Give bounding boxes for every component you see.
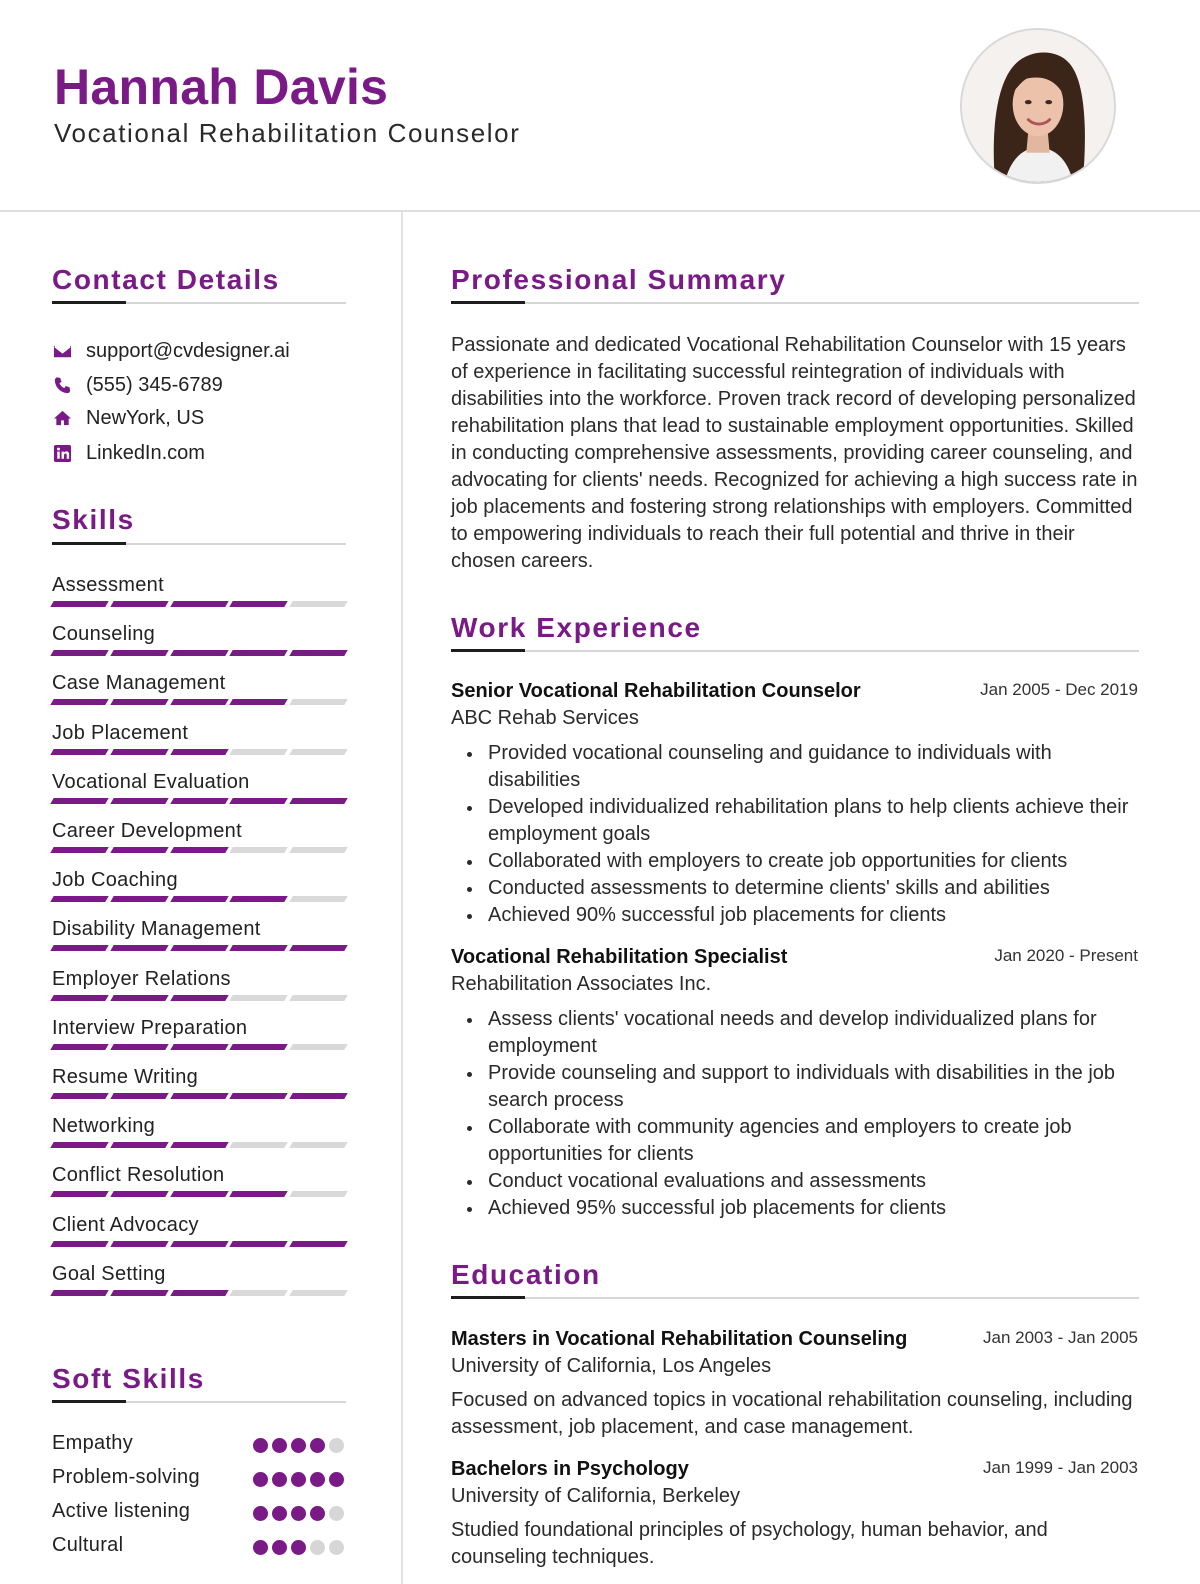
skill-level-segment xyxy=(230,995,288,1001)
education-heading-rule xyxy=(451,1297,1139,1299)
summary-text: Passionate and dedicated Vocational Rehabilitation Counselor with 15 years of experience in facilitating successful reintegration of individuals with disabilities into the workforce. Proven track record of developing personalized rehabilitation plans that lead to sustainable employment opportunities. Skilled in conducting comprehensive assessments, providing career counseling, and advocating for clients' needs. Recognized for achieving a high success rate in job placements and fostering strong relationships with employers. Committed to empowering individuals to reach their full potential and thrive in their chosen careers. xyxy=(451,334,1138,572)
job-2-title: Vocational Rehabilitation Specialist xyxy=(451,946,788,968)
candidate-job-title: Vocational Rehabilitation Counselor xyxy=(54,118,521,148)
skill-level-segment xyxy=(289,1044,347,1050)
education-1-dates: Jan 2003 - Jan 2005 xyxy=(982,1328,1138,1347)
skill-level-segment xyxy=(289,1290,347,1296)
skill-label: Case Management xyxy=(52,672,226,695)
skill-level-bar xyxy=(52,1191,346,1197)
skill-item xyxy=(52,1214,346,1260)
contact-phone-text: (555) 345-6789 xyxy=(86,373,223,396)
rating-dot xyxy=(253,1506,268,1521)
skill-item xyxy=(52,1017,346,1063)
skill-level-segment xyxy=(50,995,108,1001)
skill-item xyxy=(52,869,346,915)
skill-level-segment xyxy=(289,699,347,705)
skill-item xyxy=(52,722,346,768)
job-1-dates: Jan 2005 - Dec 2019 xyxy=(980,680,1138,699)
phone-icon xyxy=(52,375,72,395)
skill-level-segment xyxy=(110,1142,168,1148)
skill-level-bar xyxy=(52,847,346,853)
rating-dot xyxy=(272,1506,287,1521)
job-2-company: Rehabilitation Associates Inc. xyxy=(451,973,712,995)
skill-label: Client Advocacy xyxy=(52,1213,199,1236)
skill-level-segment xyxy=(110,749,168,755)
contact-location-text: NewYork, US xyxy=(86,406,205,429)
skill-level-segment xyxy=(110,995,168,1001)
skill-item xyxy=(52,623,346,669)
soft-skill-item xyxy=(52,1500,346,1528)
skill-level-bar xyxy=(52,699,346,705)
skill-level-segment xyxy=(170,749,228,755)
skill-level-segment xyxy=(289,798,347,804)
education-1-degree: Masters in Vocational Rehabilitation Counseling xyxy=(451,1328,908,1350)
skill-level-segment xyxy=(110,1191,168,1197)
skill-level-bar xyxy=(52,798,346,804)
contact-email-text: support@cvdesigner.ai xyxy=(86,339,290,362)
skill-level-bar xyxy=(52,1093,346,1099)
job-1-bullet: Achieved 90% successful job placements for clients xyxy=(488,902,1138,929)
skill-level-segment xyxy=(289,601,347,607)
skill-level-segment xyxy=(170,699,228,705)
skill-level-segment xyxy=(110,699,168,705)
contact-linkedin[interactable] xyxy=(52,440,205,466)
skill-label: Vocational Evaluation xyxy=(52,770,250,793)
skill-level-segment xyxy=(230,1191,288,1197)
resume-header xyxy=(0,0,1200,212)
skill-level-segment xyxy=(50,896,108,902)
skill-level-segment xyxy=(230,847,288,853)
soft-skill-label: Problem-solving xyxy=(52,1466,200,1488)
job-2-bullet: Conduct vocational evaluations and assessments xyxy=(488,1168,1138,1195)
skill-level-segment xyxy=(110,1290,168,1296)
column-divider xyxy=(401,212,403,1584)
job-1-bullet: Provided vocational counseling and guidance to individuals with disabilities xyxy=(488,740,1138,794)
rating-dot xyxy=(272,1438,287,1453)
soft-skill-rating xyxy=(253,1438,344,1453)
skill-level-segment xyxy=(289,847,347,853)
skill-level-segment xyxy=(230,1241,288,1247)
skill-level-segment xyxy=(170,798,228,804)
skill-level-segment xyxy=(50,798,108,804)
skill-label: Interview Preparation xyxy=(52,1016,248,1039)
skill-level-segment xyxy=(50,749,108,755)
skill-level-segment xyxy=(170,1191,228,1197)
education-2-degree: Bachelors in Psychology xyxy=(451,1458,689,1480)
skill-item xyxy=(52,1164,346,1210)
skill-level-segment xyxy=(110,847,168,853)
skill-label: Job Coaching xyxy=(52,869,178,892)
skill-level-segment xyxy=(289,945,347,951)
candidate-name: Hannah Davis xyxy=(54,59,389,115)
skill-level-segment xyxy=(50,699,108,705)
education-2-description: Studied foundational principles of psychology, human behavior, and counseling techniques. xyxy=(451,1519,1048,1568)
contact-heading: Contact Details xyxy=(52,264,280,295)
skill-level-segment xyxy=(50,1290,108,1296)
skill-item xyxy=(52,574,346,620)
profile-photo xyxy=(960,28,1116,184)
soft-skills-heading-rule xyxy=(52,1401,346,1403)
skill-level-bar xyxy=(52,749,346,755)
rating-dot xyxy=(272,1472,287,1487)
skill-level-segment xyxy=(289,1241,347,1247)
skill-level-segment xyxy=(170,896,228,902)
skill-item xyxy=(52,672,346,718)
summary-heading: Professional Summary xyxy=(451,264,787,295)
rating-dot xyxy=(310,1540,325,1555)
skill-level-segment xyxy=(230,1142,288,1148)
skill-level-bar xyxy=(52,1142,346,1148)
home-icon xyxy=(52,408,72,428)
skill-label: Goal Setting xyxy=(52,1262,166,1285)
skill-level-segment xyxy=(230,650,288,656)
soft-skill-rating xyxy=(253,1540,344,1555)
education-1-description: Focused on advanced topics in vocational rehabilitation counseling, including assessment, job placement, and case management. xyxy=(451,1389,1133,1438)
skill-item xyxy=(52,1263,346,1309)
skill-level-segment xyxy=(50,1093,108,1099)
skill-label: Assessment xyxy=(52,574,164,596)
job-1-bullet: Collaborated with employers to create job opportunities for clients xyxy=(488,848,1138,875)
soft-skill-item xyxy=(52,1466,346,1494)
skill-level-segment xyxy=(230,1044,288,1050)
skill-level-bar xyxy=(52,601,346,607)
skill-level-segment xyxy=(170,847,228,853)
skill-level-segment xyxy=(230,798,288,804)
job-2-bullets xyxy=(488,1006,1138,1222)
skill-item xyxy=(52,918,346,964)
rating-dot xyxy=(329,1472,344,1487)
contact-email[interactable] xyxy=(52,338,290,364)
summary-heading-rule xyxy=(451,302,1139,304)
skill-level-segment xyxy=(289,896,347,902)
skill-level-segment xyxy=(170,1241,228,1247)
skill-level-segment xyxy=(50,1044,108,1050)
skill-level-segment xyxy=(170,1093,228,1099)
skill-level-segment xyxy=(170,1290,228,1296)
skill-item xyxy=(52,820,346,866)
skill-label: Networking xyxy=(52,1115,156,1138)
skill-level-bar xyxy=(52,1241,346,1247)
skill-level-segment xyxy=(289,650,347,656)
skill-label: Disability Management xyxy=(52,918,261,941)
education-2-dates: Jan 1999 - Jan 2003 xyxy=(982,1458,1138,1477)
contact-heading-rule xyxy=(52,302,346,304)
job-1-bullets xyxy=(488,740,1138,929)
rating-dot xyxy=(329,1540,344,1555)
skill-level-segment xyxy=(289,1142,347,1148)
rating-dot xyxy=(253,1438,268,1453)
job-1-bullet: Developed individualized rehabilitation plans to help clients achieve their employment goals xyxy=(488,794,1138,848)
soft-skill-item xyxy=(52,1534,346,1562)
skill-level-segment xyxy=(110,798,168,804)
rating-dot xyxy=(310,1506,325,1521)
skill-item xyxy=(52,968,346,1014)
skill-level-segment xyxy=(170,1142,228,1148)
skill-level-segment xyxy=(110,1093,168,1099)
rating-dot xyxy=(253,1472,268,1487)
skill-label: Conflict Resolution xyxy=(52,1164,225,1187)
job-2-bullet: Achieved 95% successful job placements for clients xyxy=(488,1195,1138,1222)
skill-level-segment xyxy=(230,601,288,607)
rating-dot xyxy=(272,1540,287,1555)
skill-level-segment xyxy=(289,1093,347,1099)
linkedin-icon xyxy=(52,443,72,463)
skill-item xyxy=(52,771,346,817)
skill-label: Resume Writing xyxy=(52,1066,199,1088)
experience-heading-rule xyxy=(451,650,1139,652)
job-1-title: Senior Vocational Rehabilitation Counselor xyxy=(451,680,861,702)
contact-phone[interactable] xyxy=(52,372,223,398)
contact-linkedin-text: LinkedIn.com xyxy=(86,441,205,464)
experience-heading: Work Experience xyxy=(451,612,702,643)
skill-level-segment xyxy=(50,847,108,853)
job-2-dates: Jan 2020 - Present xyxy=(994,946,1138,965)
skill-level-segment xyxy=(50,1241,108,1247)
skill-label: Counseling xyxy=(52,623,156,646)
soft-skills-heading: Soft Skills xyxy=(52,1363,205,1394)
skill-level-segment xyxy=(170,1044,228,1050)
skill-level-segment xyxy=(50,945,108,951)
skill-level-segment xyxy=(230,896,288,902)
skill-level-bar xyxy=(52,650,346,656)
soft-skill-item xyxy=(52,1432,346,1460)
education-heading: Education xyxy=(451,1259,601,1290)
skill-level-segment xyxy=(110,1241,168,1247)
skill-level-segment xyxy=(110,1044,168,1050)
skill-label: Employer Relations xyxy=(52,967,231,990)
rating-dot xyxy=(291,1438,306,1453)
skill-level-segment xyxy=(230,749,288,755)
skill-level-segment xyxy=(170,945,228,951)
skill-level-segment xyxy=(289,1191,347,1197)
skill-level-bar xyxy=(52,1290,346,1296)
skill-level-segment xyxy=(230,699,288,705)
skills-heading-rule xyxy=(52,543,346,545)
soft-skill-rating xyxy=(253,1472,344,1487)
skill-level-bar xyxy=(52,995,346,1001)
skill-level-segment xyxy=(50,1142,108,1148)
rating-dot xyxy=(310,1472,325,1487)
rating-dot xyxy=(253,1540,268,1555)
education-1-school: University of California, Los Angeles xyxy=(451,1355,772,1377)
soft-skill-label: Empathy xyxy=(52,1432,134,1454)
skill-level-segment xyxy=(289,749,347,755)
skills-heading: Skills xyxy=(52,504,135,535)
profile-photo-image xyxy=(962,30,1114,182)
soft-skill-label: Cultural xyxy=(52,1534,124,1556)
rating-dot xyxy=(329,1438,344,1453)
skill-level-segment xyxy=(110,601,168,607)
skill-level-segment xyxy=(50,650,108,656)
skill-level-segment xyxy=(170,650,228,656)
skill-level-segment xyxy=(50,601,108,607)
rating-dot xyxy=(310,1438,325,1453)
skill-level-segment xyxy=(230,1290,288,1296)
skill-level-segment xyxy=(110,896,168,902)
job-1-bullet: Conducted assessments to determine clients' skills and abilities xyxy=(488,875,1138,902)
rating-dot xyxy=(329,1506,344,1521)
skill-label: Job Placement xyxy=(52,721,189,744)
skill-level-segment xyxy=(110,650,168,656)
envelope-icon xyxy=(52,341,72,361)
skill-level-segment xyxy=(110,945,168,951)
skill-level-segment xyxy=(170,601,228,607)
skill-item xyxy=(52,1115,346,1161)
skill-level-segment xyxy=(50,1191,108,1197)
soft-skill-label: Active listening xyxy=(52,1500,191,1522)
rating-dot xyxy=(291,1506,306,1521)
skill-level-bar xyxy=(52,896,346,902)
rating-dot xyxy=(291,1540,306,1555)
soft-skill-rating xyxy=(253,1506,344,1521)
skill-level-segment xyxy=(230,1093,288,1099)
education-2-school: University of California, Berkeley xyxy=(451,1485,740,1507)
skill-item xyxy=(52,1066,346,1112)
job-2-bullet: Provide counseling and support to individuals with disabilities in the job search process xyxy=(488,1060,1138,1114)
contact-location xyxy=(52,405,204,431)
rating-dot xyxy=(291,1472,306,1487)
skill-label: Career Development xyxy=(52,820,242,842)
job-1-company: ABC Rehab Services xyxy=(451,707,639,729)
skill-level-bar xyxy=(52,945,346,951)
skill-level-bar xyxy=(52,1044,346,1050)
job-2-bullet: Assess clients' vocational needs and develop individualized plans for employment xyxy=(488,1006,1138,1060)
skill-level-segment xyxy=(230,945,288,951)
skill-level-segment xyxy=(170,995,228,1001)
job-2-bullet: Collaborate with community agencies and employers to create job opportunities for clients xyxy=(488,1114,1138,1168)
skill-level-segment xyxy=(289,995,347,1001)
